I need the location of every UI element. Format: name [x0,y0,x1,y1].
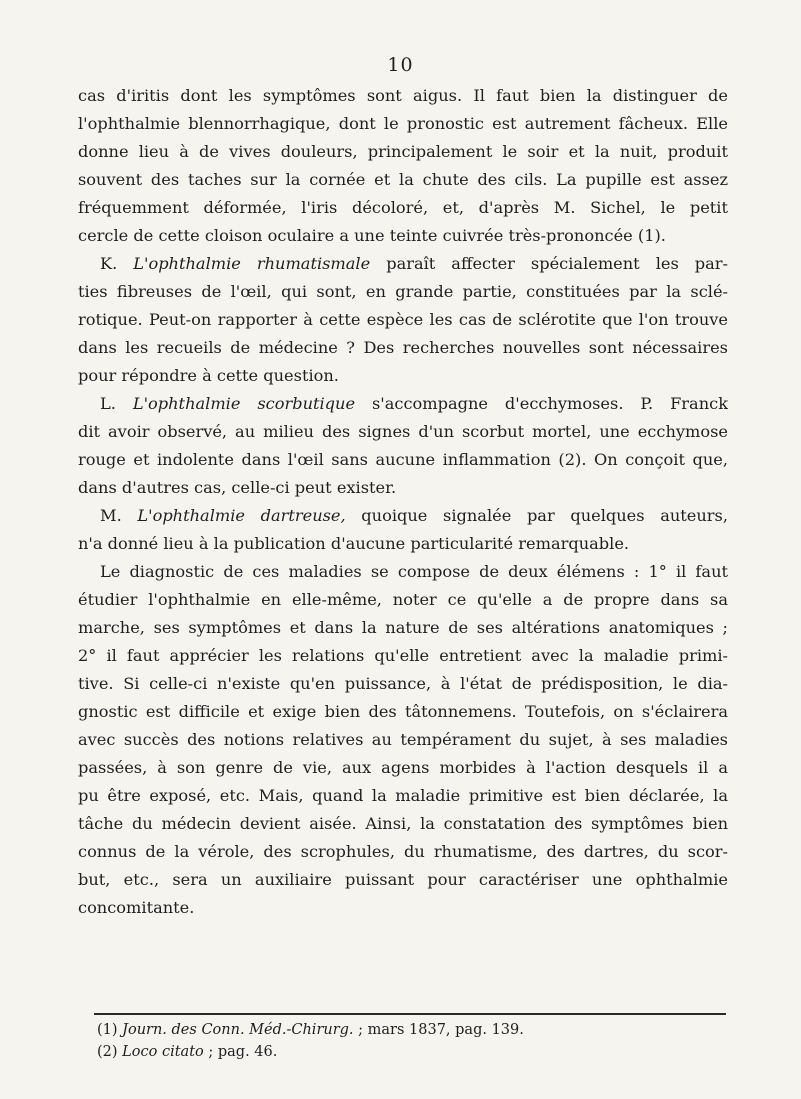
body-text [78,82,728,922]
text-line: cas d'iritis dont les symptômes sont aigus. Il faut bien la distinguer de [78,86,728,105]
text-line: dans les recueils de médecine ? Des recherches nouvelles sont nécessaires [78,338,728,357]
text-line: n'a donné lieu à la publication d'aucune particularité remarquable. [78,534,630,553]
footnotes [97,1019,727,1063]
text-line: étudier l'ophthalmie en elle-même, noter ce qu'elle a de propre dans sa [78,590,728,609]
text-line: souvent des taches sur la cornée et la chute des cils. La pupille est assez [78,170,728,189]
text-line: Le diagnostic de ces maladies se compose de deux élémens : 1° il faut [100,562,728,581]
text-line: rouge et indolente dans l'œil sans aucune inflammation (2). On conçoit que, [78,450,728,469]
text-line: cercle de cette cloison oculaire a une teinte cuivrée très-prononcée (1). [78,226,666,245]
footnote: (1) Journ. des Conn. Méd.-Chirurg. ; mars 1837, pag. 139. [97,1022,524,1038]
page-number: 10 [387,54,414,76]
text-line: dans d'autres cas, celle-ci peut exister. [78,478,397,497]
text-line: 2° il faut apprécier les relations qu'elle entretient avec la maladie primi- [78,646,728,665]
text-line: ties fibreuses de l'œil, qui sont, en grande partie, constituées par la sclé- [78,282,728,301]
text-line: M. L'ophthalmie dartreuse, quoique signalée par quelques auteurs, [100,506,728,525]
text-line: passées, à son genre de vie, aux agens morbides à l'action desquels il a [78,758,728,777]
text-line: tâche du médecin devient aisée. Ainsi, la constatation des symptômes bien [78,814,728,833]
text-line: tive. Si celle-ci n'existe qu'en puissance, à l'état de prédisposition, le dia- [78,674,728,693]
text-line: K. L'ophthalmie rhumatismale paraît affecter spécialement les par- [100,254,728,273]
text-line: marche, ses symptômes et dans la nature de ses altérations anatomiques ; [78,618,728,637]
text-line: gnostic est difficile et exige bien des tâtonnemens. Toutefois, on s'éclairera [78,702,728,721]
text-line: but, etc., sera un auxiliaire puissant pour caractériser une ophthalmie [78,870,728,889]
text-line: donne lieu à de vives douleurs, principalement le soir et la nuit, produit [78,142,728,161]
text-line: L. L'ophthalmie scorbutique s'accompagne d'ecchymoses. P. Franck [100,394,728,413]
text-line: pour répondre à cette question. [78,366,339,385]
text-line: rotique. Peut-on rapporter à cette espèce les cas de sclérotite que l'on trouve [78,310,728,329]
text-line: pu être exposé, etc. Mais, quand la maladie primitive est bien déclarée, la [78,786,728,805]
text-line: connus de la vérole, des scrophules, du rhumatisme, des dartres, du scor- [78,842,728,861]
text-line: dit avoir observé, au milieu des signes d'un scorbut mortel, une ecchymose [78,422,728,441]
footnote: (2) Loco citato ; pag. 46. [97,1044,278,1060]
text-line: concomitante. [78,898,195,917]
text-line: l'ophthalmie blennorrhagique, dont le pronostic est autrement fâcheux. Elle [78,114,728,133]
footnote-divider [94,1013,726,1015]
text-line: avec succès des notions relatives au tempérament du sujet, à ses maladies [78,730,728,749]
text-line: fréquemment déformée, l'iris décoloré, et, d'après M. Sichel, le petit [78,198,728,217]
